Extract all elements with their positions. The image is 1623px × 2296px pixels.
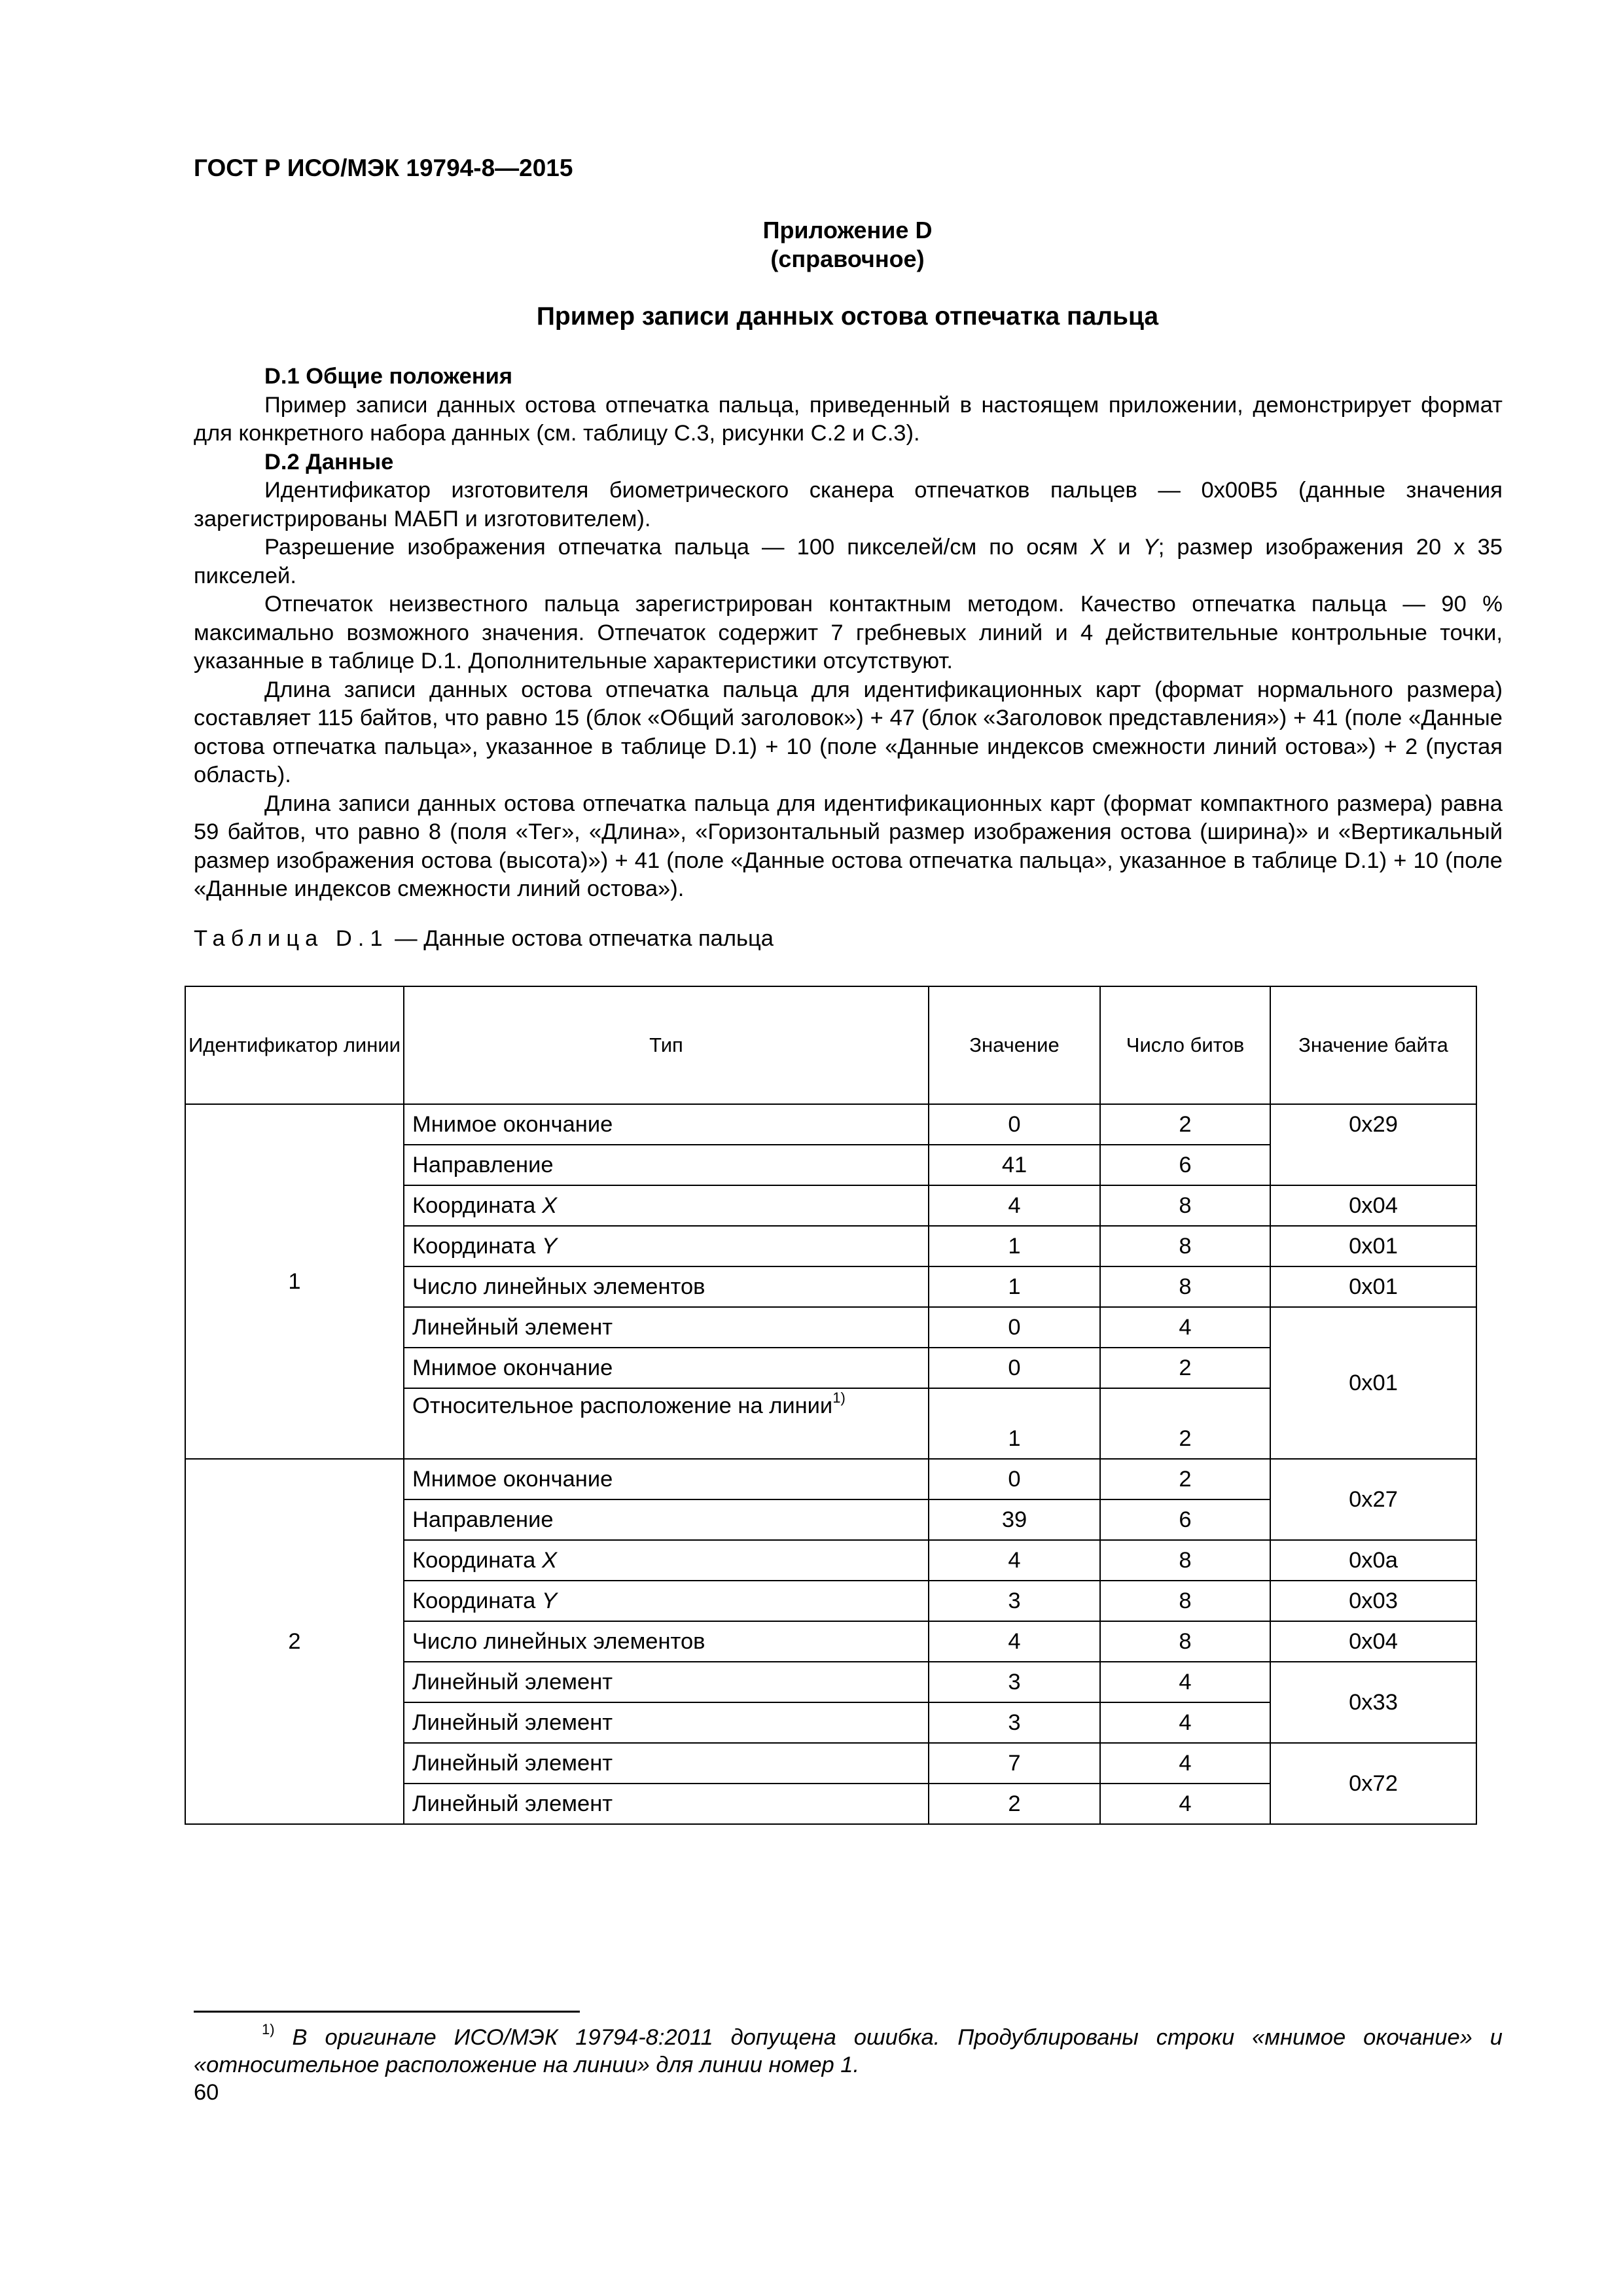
- value-cell: 3: [929, 1662, 1100, 1702]
- value-cell: 0: [929, 1459, 1100, 1499]
- table-row: [185, 1459, 1476, 1499]
- bits-cell: 6: [1100, 1145, 1270, 1185]
- type-cell: [404, 1185, 929, 1226]
- table-caption-label: Таблица D.1: [194, 926, 389, 951]
- footnote-separator: [194, 2011, 580, 2013]
- type-cell: Мнимое окончание: [404, 1348, 929, 1388]
- column-header: Значение: [929, 986, 1100, 1104]
- footnote: [194, 2020, 1503, 2079]
- data-table: [185, 986, 1477, 1825]
- byte-cell: 0x01: [1270, 1226, 1476, 1266]
- bits-cell: 2: [1100, 1104, 1270, 1145]
- bits-cell: 2: [1100, 1348, 1270, 1388]
- paragraph: Длина записи данных остова отпечатка пальца для идентификационных карт (формат компактного размера) равна 59 байтов, что равно 8 (поля «Тег», «Длина», «Горизонтальный размер изображения остова (ширина)» и «Вертикальный размер изображения остова (высота)») + 41 (поле «Данные остова отпечатка пальца», указанное в таблице D.1) + 10 (поле «Данные индексов смежности линий остова»).: [194, 791, 1503, 901]
- axis-symbol: X: [1090, 535, 1106, 560]
- table-row: [185, 1104, 1476, 1145]
- table-caption-title: Данные остова отпечатка пальца: [423, 926, 774, 951]
- section-heading-d1: D.1 Общие положения: [264, 364, 513, 389]
- type-cell: Число линейных элементов: [404, 1621, 929, 1662]
- bits-cell: 4: [1100, 1662, 1270, 1702]
- byte-cell: 0x03: [1270, 1581, 1476, 1621]
- value-cell: 7: [929, 1743, 1100, 1784]
- document-header: ГОСТ Р ИСО/МЭК 19794-8—2015: [194, 154, 573, 181]
- axis-symbol: Y: [541, 1588, 557, 1613]
- byte-cell: 0x29: [1270, 1104, 1476, 1185]
- byte-cell: 0x27: [1270, 1459, 1476, 1540]
- value-cell: 3: [929, 1581, 1100, 1621]
- table-header-row: [185, 986, 1476, 1104]
- page-title: Пример записи данных остова отпечатка пальца: [536, 302, 1159, 331]
- paragraph-resolution: [194, 533, 1503, 590]
- value-cell: 1: [929, 1266, 1100, 1307]
- value-cell: 4: [929, 1621, 1100, 1662]
- line-id-cell: 1: [185, 1104, 404, 1459]
- type-cell: Линейный элемент: [404, 1743, 929, 1784]
- value-cell: 4: [929, 1185, 1100, 1226]
- type-cell: Линейный элемент: [404, 1662, 929, 1702]
- table-caption-dash: —: [388, 926, 424, 951]
- section-heading-d2: D.2 Данные: [264, 449, 394, 475]
- type-cell: Линейный элемент: [404, 1784, 929, 1824]
- axis-symbol: Y: [1143, 535, 1158, 560]
- paragraph: Идентификатор изготовителя биометрического сканера отпечатков пальцев — 0x00B5 (данные значения зарегистрированы МАБП и изготовителем).: [194, 478, 1503, 531]
- bits-cell: 8: [1100, 1581, 1270, 1621]
- value-cell: 0: [929, 1307, 1100, 1348]
- text-fragment: Разрешение изображения отпечатка пальца — 100 пикселей/см по осям: [264, 535, 1091, 560]
- bits-cell: 4: [1100, 1307, 1270, 1348]
- byte-cell: 0x01: [1270, 1307, 1476, 1459]
- bits-cell: 4: [1100, 1743, 1270, 1784]
- type-cell: Линейный элемент: [404, 1702, 929, 1743]
- byte-cell: 0x0a: [1270, 1540, 1476, 1581]
- annex-kind: (справочное): [770, 245, 925, 272]
- page-number: 60: [194, 2080, 219, 2105]
- type-text: Координата: [412, 1548, 542, 1573]
- type-text: Координата: [412, 1588, 542, 1613]
- value-cell: 1: [929, 1388, 1100, 1459]
- annex-label: Приложение D: [762, 217, 933, 243]
- text-fragment: и: [1105, 535, 1143, 560]
- text-fragment: ; размер изображения 20 x 35 пикселей.: [194, 535, 1503, 588]
- value-cell: 1: [929, 1226, 1100, 1266]
- type-cell: [404, 1226, 929, 1266]
- value-cell: 0: [929, 1104, 1100, 1145]
- value-cell: 39: [929, 1499, 1100, 1540]
- type-cell: [404, 1540, 929, 1581]
- axis-symbol: X: [541, 1193, 557, 1218]
- value-cell: 41: [929, 1145, 1100, 1185]
- type-text: Относительное расположение на линии: [412, 1393, 833, 1418]
- type-cell: [404, 1388, 929, 1459]
- type-cell: Число линейных элементов: [404, 1266, 929, 1307]
- column-header: Тип: [404, 986, 929, 1104]
- byte-cell: 0x33: [1270, 1662, 1476, 1743]
- axis-symbol: Y: [541, 1234, 557, 1259]
- byte-cell: 0x72: [1270, 1743, 1476, 1824]
- column-header: Значение байта: [1270, 986, 1476, 1104]
- column-header: Идентификатор линии: [185, 986, 404, 1104]
- table-caption: [194, 926, 774, 952]
- bits-cell: 8: [1100, 1266, 1270, 1307]
- byte-cell: 0x04: [1270, 1185, 1476, 1226]
- type-cell: [404, 1581, 929, 1621]
- paragraph: Длина записи данных остова отпечатка пальца для идентификационных карт (формат нормального размера) составляет 115 байтов, что равно 15 (блок «Общий заголовок») + 47 (блок «Заголовок представления») + 41 (поле «Данные остова отпечатка пальца», указанное в таблице D.1) + 10 (поле «Данные индексов смежности линий остова») + 2 (пустая область).: [194, 677, 1503, 787]
- bits-cell: 8: [1100, 1540, 1270, 1581]
- bits-cell: 2: [1100, 1388, 1270, 1459]
- paragraph: Отпечаток неизвестного пальца зарегистрирован контактным методом. Качество отпечатка пальца — 90 % максимально возможного значения. Отпечаток содержит 7 гребневых линий и 4 действительные контрольные точки, указанные в таблице D.1. Дополнительные характеристики отсутствуют.: [194, 592, 1503, 673]
- byte-cell: 0x04: [1270, 1621, 1476, 1662]
- value-cell: 0: [929, 1348, 1100, 1388]
- type-text: Координата: [412, 1193, 542, 1218]
- type-cell: Линейный элемент: [404, 1307, 929, 1348]
- line-id-cell: 2: [185, 1459, 404, 1824]
- footnote-text: В оригинале ИСО/МЭК 19794-8:2011 допущена ошибка. Продублированы строки «мнимое окочание» и «относительное расположение на линии» для линии номер 1.: [194, 2025, 1503, 2077]
- bits-cell: 8: [1100, 1185, 1270, 1226]
- byte-cell: 0x01: [1270, 1266, 1476, 1307]
- axis-symbol: X: [541, 1548, 557, 1573]
- bits-cell: 2: [1100, 1459, 1270, 1499]
- annex-heading: [0, 216, 1623, 274]
- bits-cell: 6: [1100, 1499, 1270, 1540]
- bits-cell: 8: [1100, 1621, 1270, 1662]
- column-header: Число битов: [1100, 986, 1270, 1104]
- type-text: Координата: [412, 1234, 542, 1259]
- bits-cell: 4: [1100, 1702, 1270, 1743]
- value-cell: 2: [929, 1784, 1100, 1824]
- value-cell: 4: [929, 1540, 1100, 1581]
- footnote-mark: 1): [262, 2020, 275, 2037]
- bits-cell: 4: [1100, 1784, 1270, 1824]
- bits-cell: 8: [1100, 1226, 1270, 1266]
- type-cell: Мнимое окончание: [404, 1104, 929, 1145]
- body-text: [194, 363, 1503, 904]
- footnote-ref: 1): [832, 1389, 846, 1406]
- value-cell: 3: [929, 1702, 1100, 1743]
- type-cell: Направление: [404, 1499, 929, 1540]
- paragraph: Пример записи данных остова отпечатка пальца, приведенный в настоящем приложении, демонстрирует формат для конкретного набора данных (см. таблицу С.3, рисунки С.2 и С.3).: [194, 392, 1503, 446]
- type-cell: Направление: [404, 1145, 929, 1185]
- type-cell: Мнимое окончание: [404, 1459, 929, 1499]
